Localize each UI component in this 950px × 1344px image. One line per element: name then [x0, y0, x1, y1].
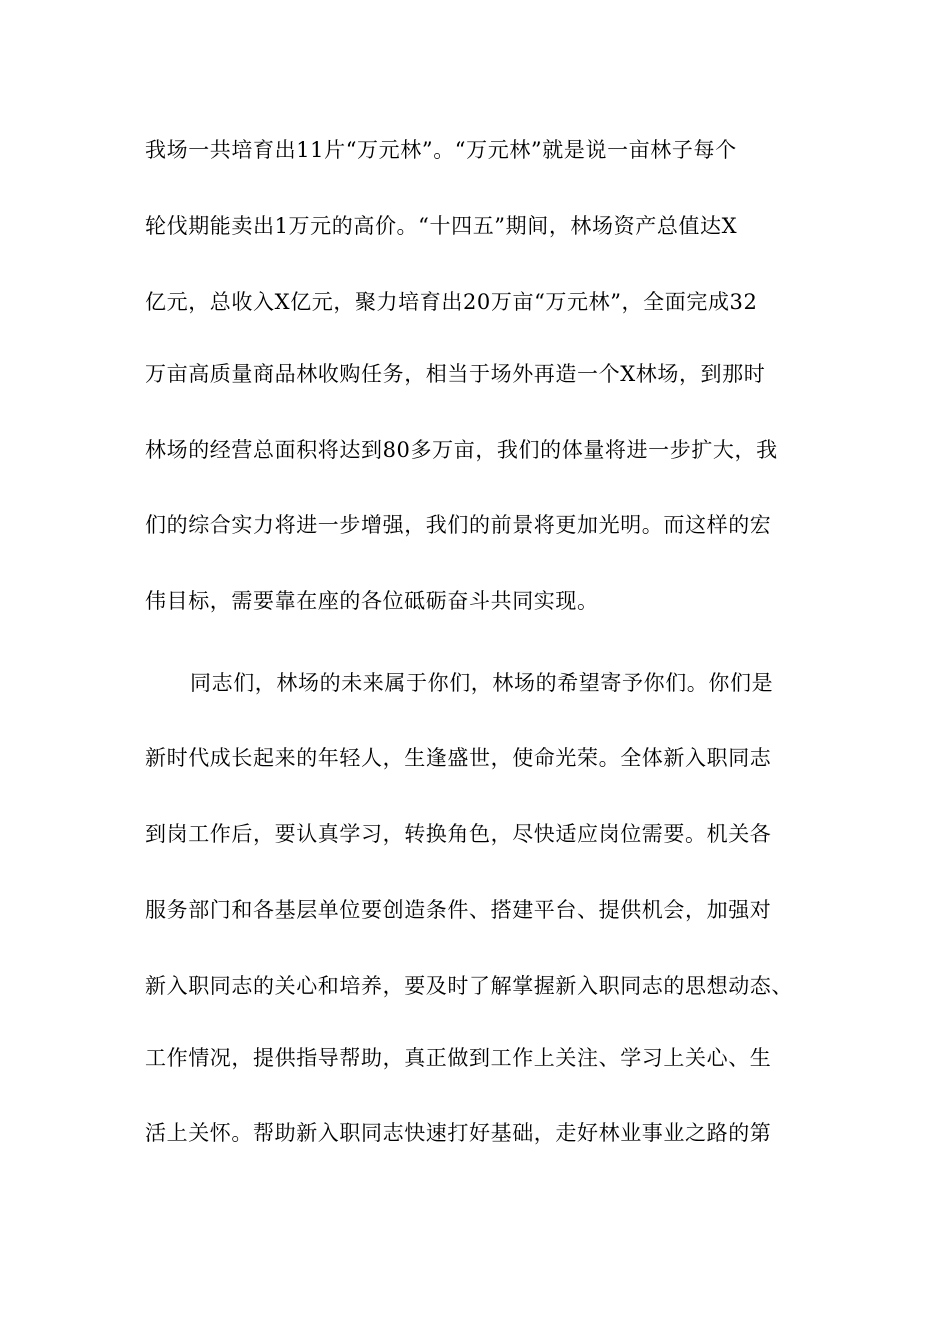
text-line: 服务部门和各基层单位要创造条件、搭建平台、提供机会，加强对 [145, 898, 772, 922]
text-line: 我场一共培育出11片“万元林”。“万元林”就是说一亩林子每个 [145, 138, 737, 162]
text-line: 新入职同志的关心和培养，要及时了解掌握新入职同志的思想动态、 [145, 974, 793, 998]
text-line: 林场的经营总面积将达到80多万亩，我们的体量将进一步扩大，我 [145, 438, 778, 462]
text-line: 活上关怀。帮助新入职同志快速打好基础，走好林业事业之路的第 [145, 1121, 772, 1145]
text-line: 新时代成长起来的年轻人，生逢盛世，使命光荣。全体新入职同志 [145, 746, 772, 770]
text-line: 工作情况，提供指导帮助，真正做到工作上关注、学习上关心、生 [145, 1046, 772, 1070]
text-line: 万亩高质量商品林收购任务，相当于场外再造一个X林场，到那时 [145, 362, 766, 386]
text-line: 伟目标，需要靠在座的各位砥砺奋斗共同实现。 [145, 589, 599, 613]
text-line: 同志们，林场的未来属于你们，林场的希望寄予你们。你们是 [190, 671, 774, 695]
text-line: 到岗工作后，要认真学习，转换角色，尽快适应岗位需要。机关各 [145, 822, 772, 846]
text-line: 们的综合实力将进一步增强，我们的前景将更加光明。而这样的宏 [145, 513, 772, 537]
text-line: 轮伐期能卖出1万元的高价。“十四五”期间，林场资产总值达X [145, 214, 738, 238]
text-line: 亿元，总收入X亿元，聚力培育出20万亩“万元林”，全面完成32 [145, 290, 758, 314]
